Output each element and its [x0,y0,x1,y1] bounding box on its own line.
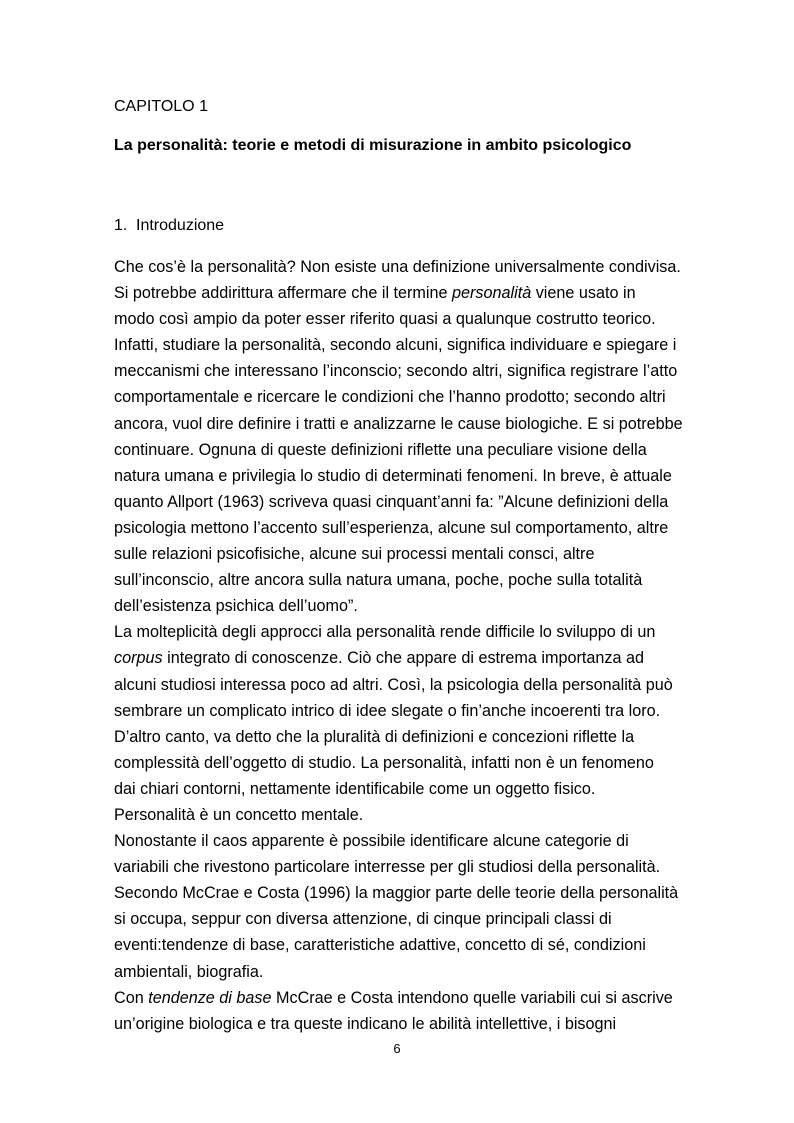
body-paragraphs [114,254,734,1037]
text-segment: variabili che rivestono particolare interresse per gli studiosi della personalità. [114,858,661,877]
text-line [114,932,734,958]
section-number: 1. [114,217,128,234]
text-line [114,358,734,384]
text-segment: psicologia mettono l’accento sull’esperienza, alcune sul comportamento, altre [114,518,669,537]
text-segment: sulle relazioni psicofisiche, alcune sui processi mentali consci, altre [114,545,595,564]
text-line [114,724,734,750]
italic-term: tendenze di base [148,988,272,1007]
text-segment: eventi:tendenze di base, caratteristiche adattive, concetto di sé, condizioni [114,936,646,955]
text-line [114,880,734,906]
section-heading [114,216,224,236]
text-line [114,619,734,645]
text-segment: modo così ampio da poter esser riferito quasi a qualunque costrutto teorico. [114,310,656,329]
text-segment: dai chiari contorni, nettamente identificabile come un oggetto fisico. [114,779,596,798]
text-segment: Personalità è un concetto mentale. [114,805,364,824]
italic-term: corpus [114,649,163,668]
text-segment: ambientali, biografia. [114,962,264,981]
text-segment: Nonostante il caos apparente è possibile identificare alcune categorie di [114,832,629,851]
text-line [114,254,734,280]
text-segment: continuare. Ognuna di queste definizioni riflette una peculiare visione della [114,440,647,459]
italic-term: personalità [452,284,532,303]
text-line [114,906,734,932]
text-segment: sull’inconscio, altre ancora sulla natura umana, poche, poche sulla totalità [114,571,643,590]
text-line [114,854,734,880]
text-segment: Secondo McCrae e Costa (1996) la maggior parte delle teorie della personalità [114,884,679,903]
chapter-title: La personalità: teorie e metodi di misurazione in ambito psicologico [114,137,632,154]
text-line [114,384,734,410]
text-segment: McCrae e Costa intendono quelle variabili cui si ascrive [271,988,673,1007]
text-line [114,332,734,358]
text-line [114,776,734,802]
text-segment: Infatti, studiare la personalità, secondo alcuni, significa individuare e spiegare i [114,336,677,355]
text-line [114,985,734,1011]
text-segment: un’origine biologica e tra queste indicano le abilità intellettive, i bisogni [114,1014,617,1033]
text-segment: si occupa, seppur con diversa attenzione, di cinque principali classi di [114,910,612,929]
text-line [114,567,734,593]
text-line [114,750,734,776]
text-line [114,541,734,567]
text-segment: viene usato in [531,284,636,303]
page-number: 6 [393,1041,401,1056]
text-line [114,411,734,437]
text-segment: alcuni studiosi interessa poco ad altri. Così, la psicologia della personalità può [114,675,673,694]
text-segment: complessità dell’oggetto di studio. La personalità, infatti non è un fenomeno [114,753,654,772]
text-segment: Che cos’è la personalità? Non esiste una definizione universalmente condivisa. [114,258,681,276]
text-segment: meccanismi che interessano l’inconscio; secondo altri, significa registrare l’atto [114,362,678,381]
text-line [114,593,734,619]
text-segment: Si potrebbe addirittura affermare che il termine [114,284,453,303]
text-segment: ancora, vuol dire definire i tratti e analizzarne le cause biologiche. E si potrebbe [114,414,683,433]
text-segment: sembrare un complicato intrico di idee slegate o fin’anche incoerenti tra loro. [114,701,661,720]
text-segment: Con [114,988,149,1007]
chapter-label: CAPITOLO 1 [114,98,208,115]
text-line [114,802,734,828]
section-title: Introduzione [136,217,225,234]
text-line [114,437,734,463]
text-line [114,515,734,541]
text-segment: dell’esistenza psichica dell’uomo”. [114,597,358,616]
text-line [114,280,734,306]
text-segment: integrato di conoscenze. Ciò che appare di estrema importanza ad [162,649,644,668]
text-line [114,489,734,515]
text-segment: D’altro canto, va detto che la pluralità di definizioni e concezioni riflette la [114,727,635,746]
text-segment: quanto Allport (1963) scriveva quasi cinquant’anni fa: ”Alcune definizioni della [114,492,669,511]
text-line [114,672,734,698]
text-line [114,306,734,332]
text-line [114,959,734,985]
text-segment: La molteplicità degli approcci alla personalità rende difficile lo sviluppo di un [114,623,656,642]
text-line [114,463,734,489]
text-line [114,828,734,854]
text-segment: comportamentale e ricercare le condizioni che l’hanno prodotto; secondo altri [114,388,666,407]
text-line [114,698,734,724]
text-line [114,1011,734,1037]
text-line [114,645,734,671]
text-segment: natura umana e privilegia lo studio di determinati fenomeni. In breve, è attuale [114,466,672,485]
